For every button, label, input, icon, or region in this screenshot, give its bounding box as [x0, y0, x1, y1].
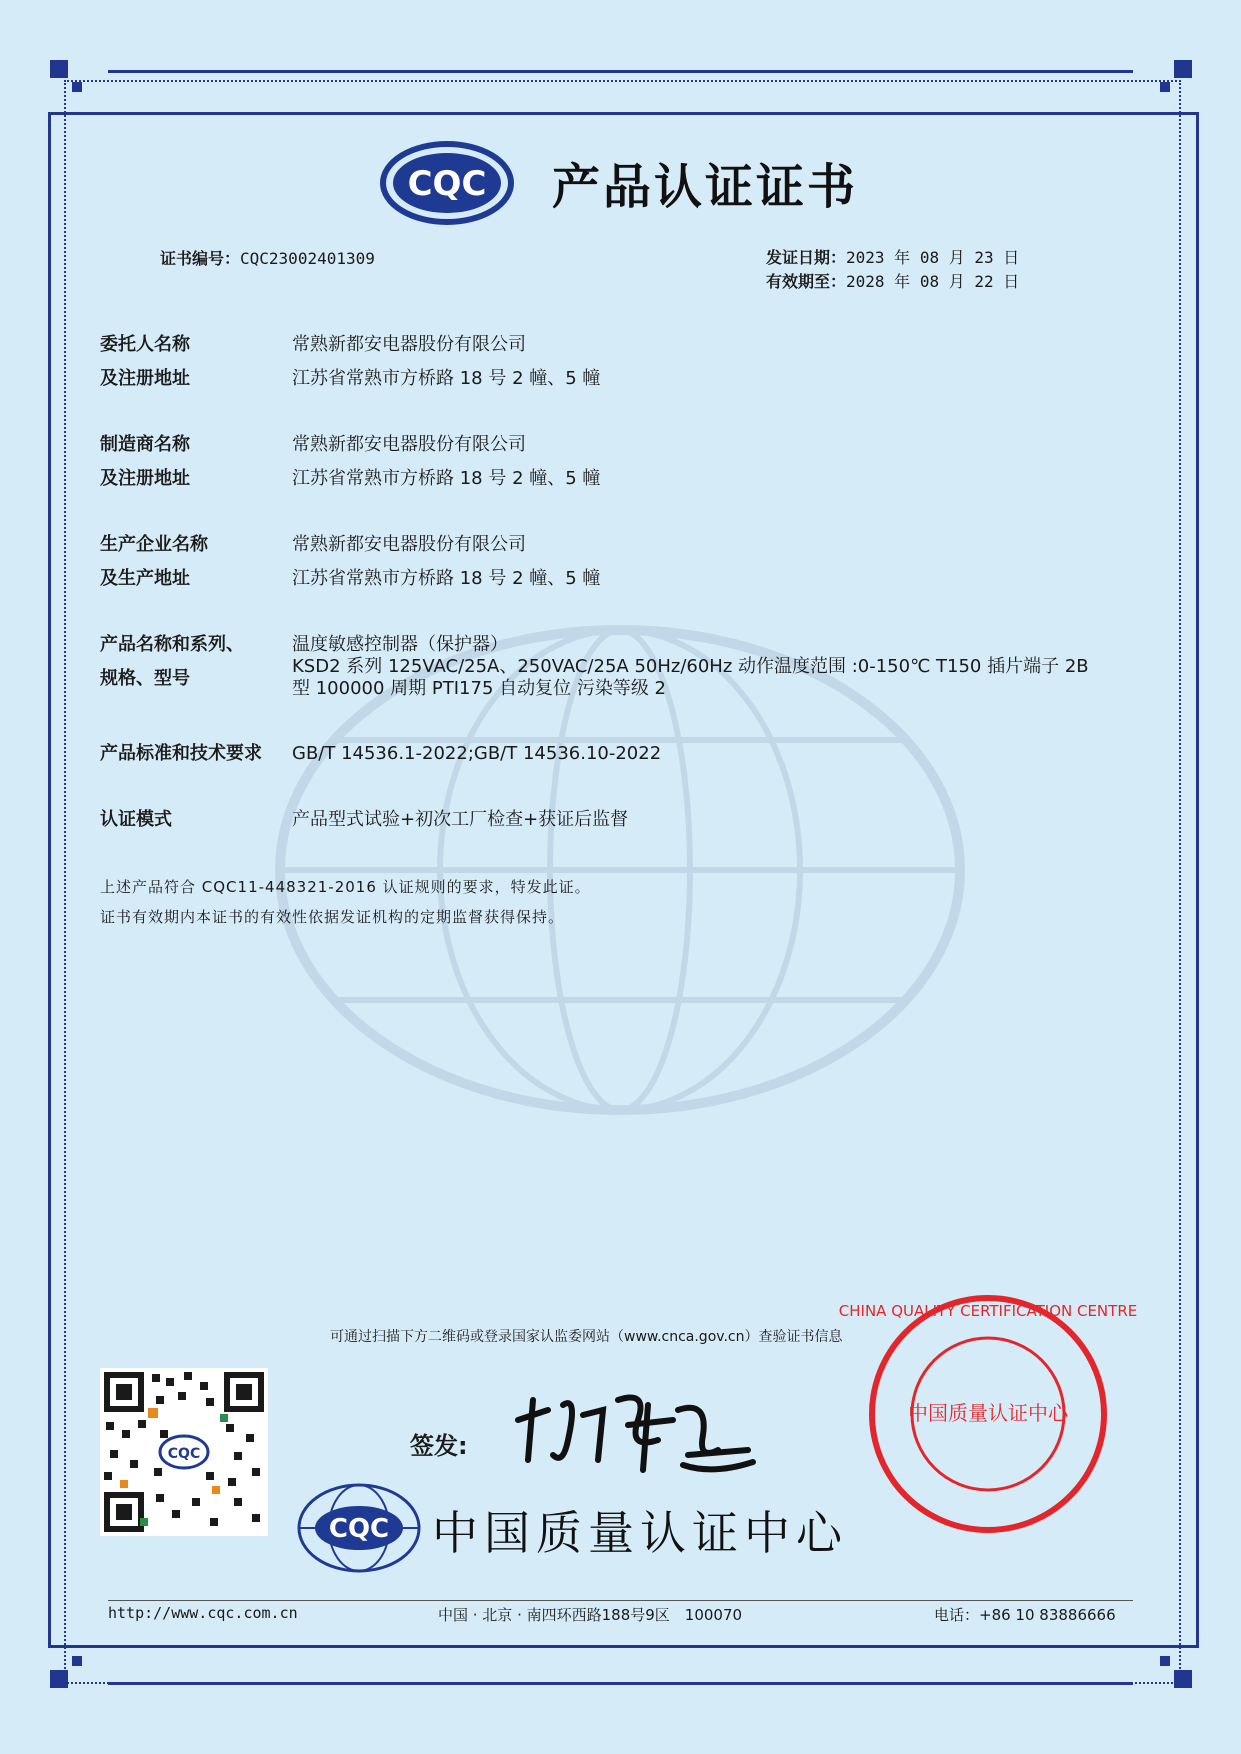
organization-name: 中国质量认证中心 [432, 1506, 848, 1560]
maker-addr-label: 及注册地址 [100, 468, 190, 489]
frame-top-line [108, 70, 1133, 73]
product-label-line1: 产品名称和系列、 [100, 634, 244, 655]
mode-value: 产品型式试验+初次工厂检查+获证后监督 [292, 809, 629, 830]
corner-ornament-top-left [46, 56, 106, 116]
seal-inner-text: 中国质量认证中心 [908, 1401, 1068, 1425]
declaration-line2: 证书有效期内本证书的有效性依据发证机构的定期监督获得保持。 [100, 908, 565, 926]
corner-ornament-bottom-left [46, 1632, 106, 1692]
seal-outer-text: CHINA QUALITY CERTIFICATION CENTRE [838, 1302, 1138, 1320]
applicant-addr: 江苏省常熟市方桥路 18 号 2 幢、5 幢 [292, 368, 601, 389]
issue-date-label: 发证日期： [766, 248, 847, 267]
qr-logo-text: CQC [167, 1446, 201, 1462]
sign-label: 签发: [410, 1432, 468, 1460]
valid-date-label: 有效期至： [766, 272, 847, 291]
applicant-addr-label: 及注册地址 [100, 368, 190, 389]
maker-addr: 江苏省常熟市方桥路 18 号 2 幢、5 幢 [292, 468, 601, 489]
mode-label: 认证模式 [100, 809, 172, 830]
corner-ornament-top-right [1136, 56, 1196, 116]
certificate-dates [766, 246, 1019, 294]
footer-website[interactable]: http://www.cqc.com.cn [108, 1604, 298, 1622]
factory-addr-label: 及生产地址 [100, 568, 190, 589]
product-spec-line1: KSD2 系列 125VAC/25A、250VAC/25A 50Hz/60Hz 动作温度范围 :0-150℃ T150 插片端子 2B [292, 656, 1089, 677]
footer-address: 中国 · 北京 · 南四环西路188号9区 100070 [438, 1606, 743, 1624]
declaration-line1: 上述产品符合 CQC11-448321-2016 认证规则的要求，特发此证。 [100, 878, 591, 896]
factory-addr: 江苏省常熟市方桥路 18 号 2 幢、5 幢 [292, 568, 601, 589]
cqc-globe-logo [296, 1482, 422, 1574]
footer-divider [108, 1600, 1133, 1601]
corner-ornament-bottom-right [1136, 1632, 1196, 1692]
declaration [100, 872, 591, 932]
maker-name-label: 制造商名称 [100, 434, 190, 455]
cqc-logo-text: CQC [407, 164, 487, 204]
applicant-name-label: 委托人名称 [100, 334, 190, 355]
valid-date-value: 2028 年 08 月 22 日 [846, 272, 1020, 291]
cert-no-value: CQC23002401309 [240, 249, 375, 268]
cqc-logo [378, 140, 516, 226]
applicant-name: 常熟新都安电器股份有限公司 [292, 334, 526, 355]
qr-code[interactable] [100, 1368, 268, 1536]
footer-logo-text: CQC [328, 1514, 390, 1544]
official-seal [838, 1292, 1138, 1536]
factory-name: 常熟新都安电器股份有限公司 [292, 534, 526, 555]
product-label-line2: 规格、型号 [100, 668, 190, 689]
maker-name: 常熟新都安电器股份有限公司 [292, 434, 526, 455]
standard-label: 产品标准和技术要求 [100, 743, 262, 764]
verify-instructions: 可通过扫描下方二维码或登录国家认监委网站（www.cnca.gov.cn）查验证书信息 [330, 1329, 843, 1345]
signature [508, 1380, 758, 1480]
factory-name-label: 生产企业名称 [100, 534, 208, 555]
certificate-number [160, 246, 375, 269]
standard-value: GB/T 14536.1-2022;GB/T 14536.10-2022 [292, 743, 662, 764]
product-name: 温度敏感控制器（保护器） [292, 634, 508, 655]
footer-phone: 电话：+86 10 83886666 [934, 1606, 1116, 1624]
frame-bottom-line [108, 1682, 1133, 1685]
product-spec-line2: 型 100000 周期 PTI175 自动复位 污染等级 2 [292, 678, 667, 699]
certificate-title: 产品认证证书 [552, 159, 859, 215]
cert-no-label: 证书编号： [160, 249, 241, 268]
issue-date-value: 2023 年 08 月 23 日 [846, 248, 1020, 267]
